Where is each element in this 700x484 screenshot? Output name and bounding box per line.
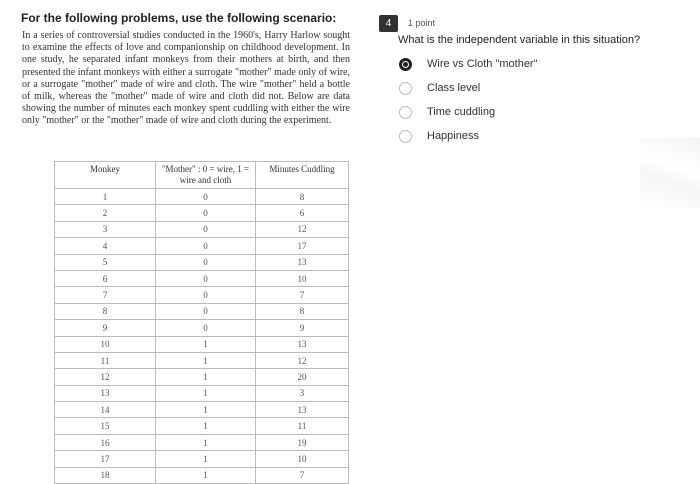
cell-monkey: 14	[55, 402, 156, 418]
cell-mother: 0	[156, 254, 256, 270]
option-label: Time cuddling	[427, 106, 496, 118]
cell-minutes: 8	[256, 303, 349, 319]
cell-mother: 1	[156, 467, 256, 483]
cell-minutes: 13	[256, 402, 349, 418]
table-row	[55, 254, 349, 270]
option-label: Happiness	[427, 130, 479, 142]
cell-mother: 1	[156, 369, 256, 385]
cell-mother: 1	[156, 352, 256, 368]
table-row	[55, 467, 349, 483]
cell-monkey: 15	[55, 418, 156, 434]
cell-mother: 0	[156, 303, 256, 319]
cell-minutes: 17	[256, 238, 349, 254]
cell-minutes: 13	[256, 336, 349, 352]
cell-mother: 1	[156, 385, 256, 401]
option-happiness[interactable]	[399, 128, 479, 144]
cell-mother: 0	[156, 205, 256, 221]
cell-mother: 1	[156, 434, 256, 450]
cell-minutes: 11	[256, 418, 349, 434]
data-table	[54, 161, 349, 484]
table-row	[55, 287, 349, 303]
cell-monkey: 2	[55, 205, 156, 221]
table-row	[55, 189, 349, 205]
radio-unselected[interactable]	[399, 106, 412, 119]
cell-mother: 0	[156, 320, 256, 336]
header-minutes: Minutes Cuddling	[256, 162, 349, 189]
cell-minutes: 9	[256, 320, 349, 336]
question-points: 1 point	[408, 18, 436, 28]
header-monkey: Monkey	[55, 162, 156, 189]
table-body	[55, 189, 349, 484]
table-row	[55, 320, 349, 336]
option-label: Class level	[427, 82, 481, 94]
table-row	[55, 385, 349, 401]
table-row	[55, 221, 349, 237]
table-row	[55, 205, 349, 221]
cell-minutes: 20	[256, 369, 349, 385]
cell-monkey: 12	[55, 369, 156, 385]
table-row	[55, 303, 349, 319]
cell-monkey: 13	[55, 385, 156, 401]
cell-minutes: 8	[256, 189, 349, 205]
cell-mother: 0	[156, 238, 256, 254]
header-mother: "Mother" : 0 = wire, 1 = wire and cloth	[156, 162, 256, 189]
cell-monkey: 17	[55, 451, 156, 467]
cell-minutes: 12	[256, 352, 349, 368]
cell-monkey: 3	[55, 221, 156, 237]
cell-mother: 0	[156, 189, 256, 205]
cell-monkey: 8	[55, 303, 156, 319]
option-class-level[interactable]	[399, 80, 480, 96]
cell-monkey: 11	[55, 352, 156, 368]
cell-minutes: 7	[256, 287, 349, 303]
cell-mother: 1	[156, 336, 256, 352]
cell-monkey: 1	[55, 189, 156, 205]
cell-mother: 0	[156, 287, 256, 303]
cell-mother: 0	[156, 221, 256, 237]
cell-mother: 1	[156, 451, 256, 467]
table-row	[55, 434, 349, 450]
table-row	[55, 402, 349, 418]
cell-monkey: 9	[55, 320, 156, 336]
radio-unselected[interactable]	[399, 130, 412, 143]
cell-minutes: 10	[256, 270, 349, 286]
cell-mother: 0	[156, 270, 256, 286]
option-time-cuddling[interactable]	[399, 104, 495, 120]
radio-selected[interactable]	[399, 58, 412, 71]
question-number-badge: 4	[379, 15, 398, 32]
question-text: What is the independent variable in this situation?	[398, 34, 641, 46]
table-header-row	[55, 162, 349, 189]
table-row	[55, 270, 349, 286]
scenario-heading: For the following problems, use the following scenario:	[21, 11, 337, 25]
scenario-text: In a series of controversial studies conducted in the 1960's, Harry Harlow sought to examine the effects of love and companionship on childhood development. In one study, he separated infant monkeys from their mothers at birth, and then presented the infant monkeys with either a surrogate "mother" made only of wire, or a surrogate "mother" made of wire and cloth. The wire "mother" held a bottle of milk, whereas the "mother" made of wire and cloth did not. Below are data showing the number of minutes each monkey spent cuddling with either the wire only "mother" or the "mother" made of wire and cloth during the experiment.	[22, 30, 350, 127]
option-label: Wire vs Cloth "mother"	[427, 58, 538, 70]
cell-monkey: 4	[55, 238, 156, 254]
cell-minutes: 10	[256, 451, 349, 467]
cell-monkey: 5	[55, 254, 156, 270]
table-row	[55, 369, 349, 385]
cell-mother: 1	[156, 418, 256, 434]
table-row	[55, 352, 349, 368]
cell-monkey: 7	[55, 287, 156, 303]
cell-minutes: 12	[256, 221, 349, 237]
option-wire-vs-cloth[interactable]	[399, 56, 538, 72]
background-texture	[640, 138, 700, 208]
table-row	[55, 238, 349, 254]
cell-monkey: 16	[55, 434, 156, 450]
cell-monkey: 6	[55, 270, 156, 286]
radio-unselected[interactable]	[399, 82, 412, 95]
table-row	[55, 451, 349, 467]
table-row	[55, 418, 349, 434]
cell-minutes: 13	[256, 254, 349, 270]
cell-monkey: 10	[55, 336, 156, 352]
cell-minutes: 3	[256, 385, 349, 401]
table-row	[55, 336, 349, 352]
cell-minutes: 6	[256, 205, 349, 221]
cell-minutes: 7	[256, 467, 349, 483]
cell-mother: 1	[156, 402, 256, 418]
cell-monkey: 18	[55, 467, 156, 483]
cell-minutes: 19	[256, 434, 349, 450]
